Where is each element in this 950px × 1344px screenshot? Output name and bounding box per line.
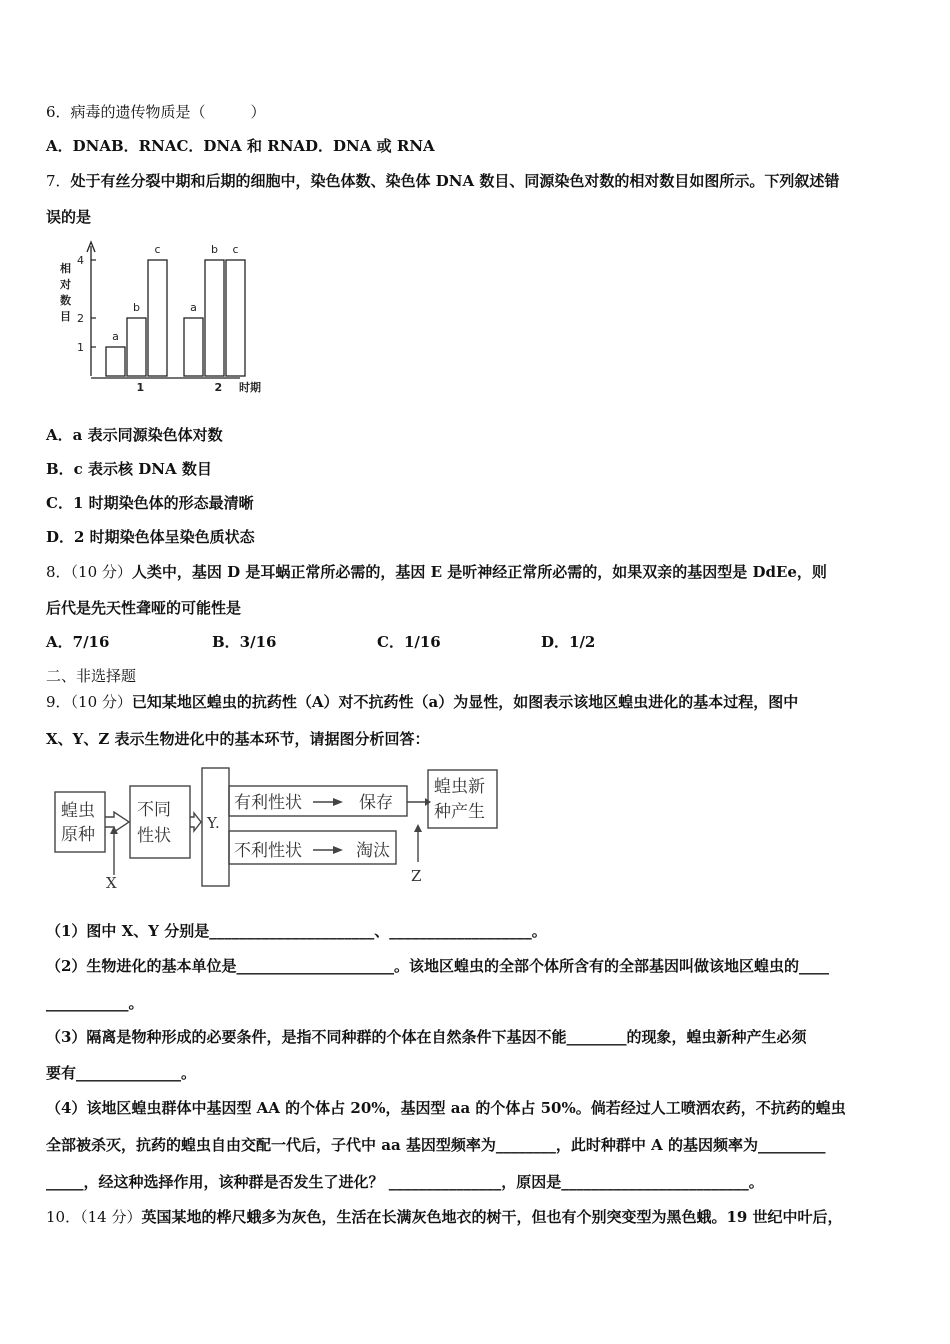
bar-label-c-period-1: c xyxy=(154,243,161,256)
y-axis-label-char: 目 xyxy=(60,310,71,323)
q9-sub4-line2: 全部被杀灭，抗药的蝗虫自由交配一代后，子代中 aa 基因型频率为________，此时种群中 A 的基因频率为_________ xyxy=(46,1136,826,1154)
q9-score: （10 分） xyxy=(70,693,132,711)
q7-stem-line1 xyxy=(46,171,839,191)
q8-score: （10 分） xyxy=(70,563,132,581)
q8-option-c: C．1/16 xyxy=(377,633,441,651)
q9-stem-line2: X、Y、Z 表示生物进化中的基本环节，请据图分析回答： xyxy=(46,730,430,748)
q9-sub2-line2: ___________。 xyxy=(46,994,144,1012)
q10-number: 10． xyxy=(46,1208,81,1226)
q9-sub4-line3: _____，经这种选择作用，该种群是否发生了进化？ _______________，原因是_________________________。 xyxy=(46,1173,764,1191)
q8-option-a: A．7/16 xyxy=(46,633,110,651)
variation-label-2: 性状 xyxy=(137,826,171,846)
q6-stem xyxy=(46,102,266,122)
y-tick-label-4: 4 xyxy=(77,254,84,267)
keep-label: 保存 xyxy=(359,793,393,813)
bar-label-b-period-1: b xyxy=(133,301,140,314)
unfavorable-trait-label: 不利性状 xyxy=(234,841,302,861)
bar-label-c-period-2: c xyxy=(232,243,239,256)
q10-stem-line1 xyxy=(46,1207,843,1227)
variation-box xyxy=(130,786,190,858)
y-label: Y. xyxy=(207,814,220,832)
origin-label-2: 原种 xyxy=(61,825,95,845)
q9-text: 已知某地区蝗虫的抗药性（A）对不抗药性（a）为显性，如图表示该地区蝗虫进化的基本过程，图中 xyxy=(131,693,799,711)
q7-number: 7． xyxy=(46,172,71,190)
q9-stem-line1 xyxy=(46,692,798,712)
q8-stem-line1 xyxy=(46,562,827,582)
hollow-arrow-1 xyxy=(105,812,129,832)
q7-option-a: A．a 表示同源染色体对数 xyxy=(46,426,223,444)
hollow-arrow-2 xyxy=(190,813,201,831)
variation-label-1: 不同 xyxy=(137,800,171,820)
q6-options: A．DNAB．RNAC．DNA 和 RNAD．DNA 或 RNA xyxy=(46,137,435,155)
q8-text: 人类中，基因 D 是耳蜗正常所必需的，基因 E 是听神经正常所必需的，如果双亲的基因型是 DdEe，则 xyxy=(131,563,827,581)
bar-b-period-2 xyxy=(205,260,224,376)
eliminate-label: 淘汰 xyxy=(356,841,390,861)
bar-b-period-1 xyxy=(127,318,146,376)
new-species-label-1: 蝗虫新 xyxy=(434,777,485,797)
z-label: Z xyxy=(411,867,422,885)
x-axis-label: 时期 xyxy=(239,381,261,394)
q6-number: 6． xyxy=(46,103,71,121)
q10-text: 英国某地的桦尺蛾多为灰色，生活在长满灰色地衣的树干，但也有个别突变型为黑色蛾。19 世纪中叶后， xyxy=(141,1208,843,1226)
section-2-heading: 二、非选择题 xyxy=(46,667,137,685)
y-axis-label-char: 对 xyxy=(60,278,71,291)
favorable-trait-label: 有利性状 xyxy=(234,793,302,813)
z-arrowhead xyxy=(414,824,422,832)
q7-bar-chart xyxy=(52,238,274,396)
q8-stem-line2: 后代是先天性聋哑的可能性是 xyxy=(46,599,242,617)
bar-label-a-period-2: a xyxy=(190,301,197,314)
q9-sub2-line1: （2）生物进化的基本单位是_____________________。该地区蝗虫的全部个体所含有的全部基因叫做该地区蝗虫的____ xyxy=(46,957,829,975)
bar-label-a-period-1: a xyxy=(112,330,119,343)
y-tick-label-2: 2 xyxy=(77,312,84,325)
bar-a-period-1 xyxy=(106,347,125,376)
bar-a-period-2 xyxy=(184,318,203,376)
y-axis-label-char: 数 xyxy=(60,294,71,307)
y-tick-label-1: 1 xyxy=(77,341,84,354)
q8-option-d: D．1/2 xyxy=(541,633,596,651)
q9-sub1: （1）图中 X、Y 分别是______________________、___________________。 xyxy=(46,922,547,940)
q10-score: （14 分） xyxy=(80,1208,142,1226)
x-tick-label-1: 1 xyxy=(136,381,145,394)
bar-c-period-1 xyxy=(148,260,167,376)
q8-option-b: B．3/16 xyxy=(212,633,277,651)
x-label: X xyxy=(106,874,117,892)
q7-option-c: C．1 时期染色体的形态最清晰 xyxy=(46,494,254,512)
q9-number: 9． xyxy=(46,693,71,711)
q7-text: 处于有丝分裂中期和后期的细胞中，染色体数、染色体 DNA 数目、同源染色对数的相对数目如图所示。下列叙述错 xyxy=(70,172,840,190)
new-species-label-2: 种产生 xyxy=(434,802,485,822)
bar-label-b-period-2: b xyxy=(211,243,218,256)
q7-stem-line2: 误的是 xyxy=(46,208,92,226)
x-tick-label-2: 2 xyxy=(214,381,223,394)
q9-evolution-diagram xyxy=(50,762,530,894)
q7-option-d: D．2 时期染色体呈染色质状态 xyxy=(46,528,255,546)
q9-sub3-line2: 要有______________。 xyxy=(46,1064,197,1082)
q9-sub4-line1: （4）该地区蝗虫群体中基因型 AA 的个体占 20%，基因型 aa 的个体占 50%。倘若经过人工喷洒农药，不抗药的蝗虫 xyxy=(46,1099,846,1117)
bar-c-period-2 xyxy=(226,260,245,376)
y-axis-label-char: 相 xyxy=(60,262,71,275)
q6-text: 病毒的遗传物质是（ ） xyxy=(70,103,266,121)
eliminate-arrowhead xyxy=(333,846,343,854)
q9-sub3-line1: （3）隔离是物种形成的必要条件，是指不同种群的个体在自然条件下基因不能________的现象，蝗虫新种产生必须 xyxy=(46,1028,807,1046)
q8-number: 8． xyxy=(46,563,71,581)
q7-option-b: B．c 表示核 DNA 数目 xyxy=(46,460,212,478)
origin-label-1: 蝗虫 xyxy=(61,801,95,821)
keep-arrowhead xyxy=(333,798,343,806)
